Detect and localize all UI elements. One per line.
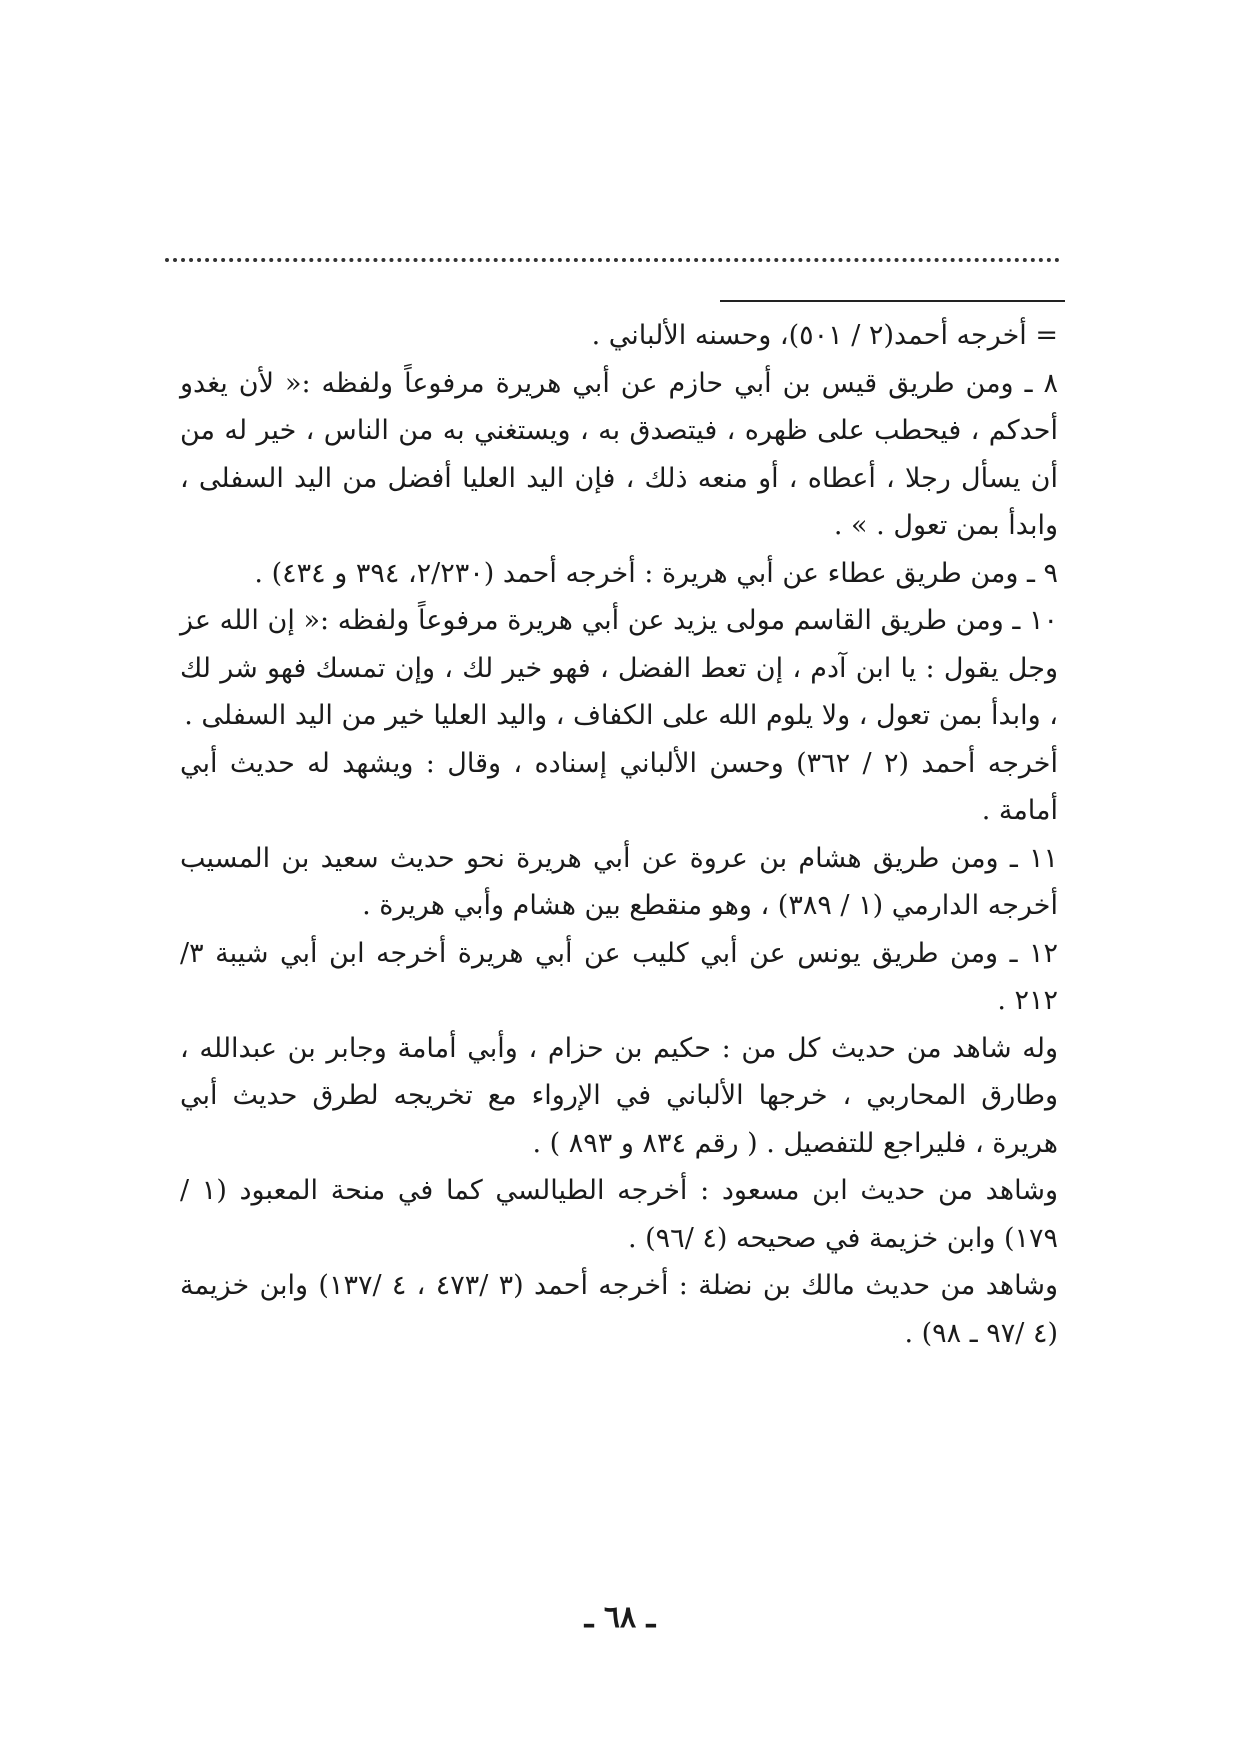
footnote-witnesses: وله شاهد من حديث كل من : حكيم بن حزام ، وأبي أمامة وجابر بن عبدالله ، وطارق المحاربي ، خرجها الألباني في الإرواء مع تخريجه لطرق حديث أبي هريرة ، فليراجع للتفصيل . ( رقم ٨٣٤ و ٨٩٣ ) . [180,1032,1058,1159]
footnote-continuation: = أخرجه أحمد(٢ / ٥٠١)، وحسنه الألباني . [591,320,1058,351]
footnote-item-8: ٨ ـ ومن طريق قيس بن أبي حازم عن أبي هريرة مرفوعاً ولفظه :« لأن يغدو أحدكم ، فيحطب على ظهره ، فيتصدق به ، ويستغني به من الناس ، خير له من أن يسأل رجلا ، أعطاه ، أو منعه ذلك ، فإن اليد العليا أفضل من اليد السفلى ، وابدأ بمن تعول . » . [180,367,1058,541]
footnote-witness-malik: وشاهد من حديث مالك بن نضلة : أخرجه أحمد (٣ /٤٧٣ ، ٤ /١٣٧) وابن خزيمة (٤ /٩٧ ـ ٩٨) . [180,1270,1058,1349]
footnote-rule [720,300,1065,302]
footnote-item-11: ١١ ـ ومن طريق هشام بن عروة عن أبي هريرة نحو حديث سعيد بن المسيب أخرجه الدارمي (١ / ٣٨٩) ، وهو منقطع بين هشام وأبي هريرة . [180,842,1058,921]
footnote-item-9: ٩ ـ ومن طريق عطاء عن أبي هريرة : أخرجه أحمد (٢/٢٣٠، ٣٩٤ و ٤٣٤) . [254,557,1058,589]
dotted-separator [165,258,1060,262]
footnote-item-10: ١٠ ـ ومن طريق القاسم مولى يزيد عن أبي هريرة مرفوعاً ولفظه :« إن الله عز وجل يقول : يا ابن آدم ، إن تعط الفضل ، فهو خير لك ، وإن تمسك فهو شر لك ، وابدأ بمن تعول ، ولا يلوم الله على الكفاف ، واليد العليا خير من اليد السفلى . [180,605,1058,731]
footnote-item-10-source: أخرجه أحمد (٢ / ٣٦٢) وحسن الألباني إسناده ، وقال : ويشهد له حديث أبي أمامة . [180,747,1058,826]
footnotes-block [180,312,1058,1357]
footnote-witness-ibn-masud: وشاهد من حديث ابن مسعود : أخرجه الطيالسي كما في منحة المعبود (١ /١٧٩) وابن خزيمة في صحيحه (٤ /٩٦) . [180,1175,1058,1254]
footnote-item-12: ١٢ ـ ومن طريق يونس عن أبي كليب عن أبي هريرة أخرجه ابن أبي شيبة ٣/ ٢١٢ . [180,937,1058,1016]
page-number: ـ ٦٨ ـ [584,1600,656,1635]
